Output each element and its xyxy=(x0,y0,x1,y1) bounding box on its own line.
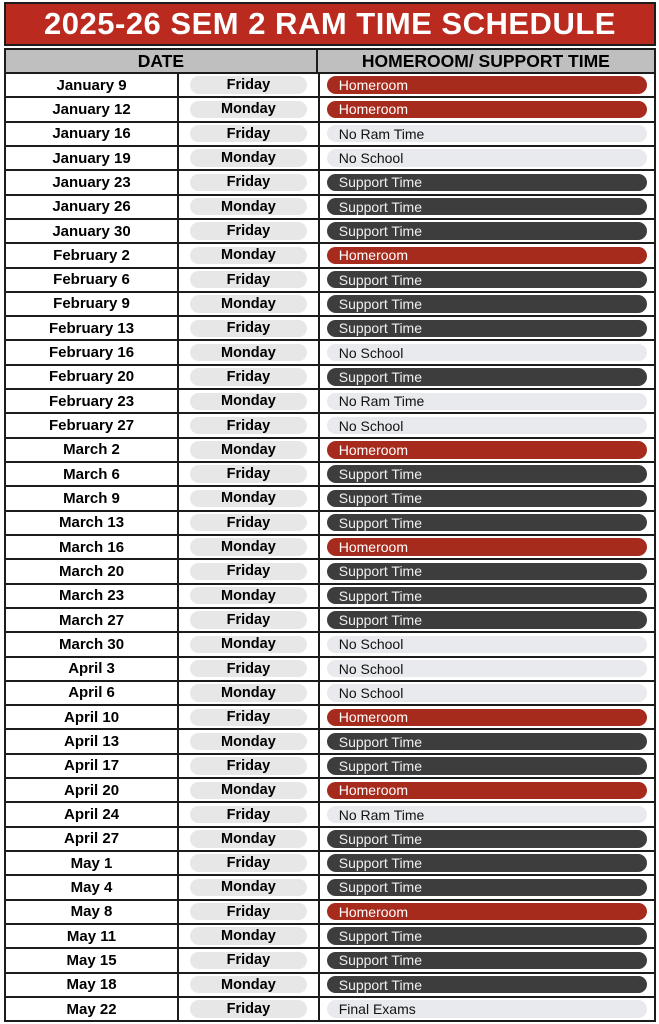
status-cell xyxy=(320,269,654,291)
table-row xyxy=(6,510,654,534)
schedule-rows xyxy=(4,74,656,1022)
day-cell xyxy=(179,925,320,947)
date-cell: January 26 xyxy=(6,196,179,218)
status-pill: Support Time xyxy=(327,854,647,871)
day-pill: Monday xyxy=(190,393,306,410)
table-row xyxy=(6,947,654,971)
table-row xyxy=(6,899,654,923)
day-pill: Friday xyxy=(190,271,306,288)
status-pill: Support Time xyxy=(327,222,647,239)
day-pill: Friday xyxy=(190,417,306,434)
date-cell: January 30 xyxy=(6,220,179,242)
table-row xyxy=(6,364,654,388)
day-cell xyxy=(179,609,320,631)
date-cell: January 9 xyxy=(6,74,179,96)
day-pill: Friday xyxy=(190,368,306,385)
status-pill: Homeroom xyxy=(327,76,647,93)
status-cell xyxy=(320,220,654,242)
day-cell xyxy=(179,147,320,169)
status-cell xyxy=(320,341,654,363)
status-cell xyxy=(320,682,654,704)
table-row xyxy=(6,923,654,947)
column-header-date: DATE xyxy=(6,50,318,72)
day-pill: Friday xyxy=(190,76,306,93)
status-cell xyxy=(320,536,654,558)
table-row xyxy=(6,267,654,291)
day-pill: Monday xyxy=(190,782,306,799)
day-pill: Friday xyxy=(190,757,306,774)
date-cell: March 30 xyxy=(6,633,179,655)
day-cell xyxy=(179,876,320,898)
day-cell xyxy=(179,390,320,412)
status-pill: Support Time xyxy=(327,295,647,312)
day-cell xyxy=(179,123,320,145)
status-cell xyxy=(320,390,654,412)
day-cell xyxy=(179,658,320,680)
day-pill: Monday xyxy=(190,879,306,896)
table-row xyxy=(6,315,654,339)
day-pill: Monday xyxy=(190,733,306,750)
date-cell: May 18 xyxy=(6,974,179,996)
day-cell xyxy=(179,536,320,558)
day-cell xyxy=(179,74,320,96)
status-pill: Support Time xyxy=(327,368,647,385)
day-cell xyxy=(179,779,320,801)
status-pill: Homeroom xyxy=(327,441,647,458)
day-cell xyxy=(179,730,320,752)
date-cell: February 13 xyxy=(6,317,179,339)
table-row xyxy=(6,388,654,412)
status-pill: Support Time xyxy=(327,563,647,580)
table-row xyxy=(6,801,654,825)
date-cell: April 24 xyxy=(6,803,179,825)
status-cell xyxy=(320,633,654,655)
date-cell: May 8 xyxy=(6,901,179,923)
status-pill: Support Time xyxy=(327,611,647,628)
status-cell xyxy=(320,244,654,266)
day-pill: Monday xyxy=(190,538,306,555)
day-pill: Friday xyxy=(190,660,306,677)
status-cell xyxy=(320,730,654,752)
table-row xyxy=(6,704,654,728)
day-cell xyxy=(179,682,320,704)
day-pill: Monday xyxy=(190,149,306,166)
day-cell xyxy=(179,949,320,971)
table-row xyxy=(6,437,654,461)
date-cell: March 13 xyxy=(6,512,179,534)
date-cell: May 15 xyxy=(6,949,179,971)
status-cell xyxy=(320,925,654,947)
status-cell xyxy=(320,98,654,120)
date-cell: January 16 xyxy=(6,123,179,145)
status-pill: No School xyxy=(327,684,647,701)
day-pill: Friday xyxy=(190,514,306,531)
table-row xyxy=(6,145,654,169)
page-title: 2025-26 SEM 2 RAM TIME SCHEDULE xyxy=(4,2,656,46)
day-cell xyxy=(179,901,320,923)
day-pill: Monday xyxy=(190,927,306,944)
status-pill: Support Time xyxy=(327,830,647,847)
table-row xyxy=(6,777,654,801)
date-cell: May 1 xyxy=(6,852,179,874)
status-pill: Support Time xyxy=(327,879,647,896)
table-row xyxy=(6,607,654,631)
day-pill: Friday xyxy=(190,563,306,580)
table-row xyxy=(6,96,654,120)
table-row xyxy=(6,826,654,850)
status-cell xyxy=(320,560,654,582)
day-pill: Monday xyxy=(190,247,306,264)
date-cell: April 20 xyxy=(6,779,179,801)
status-pill: No School xyxy=(327,344,647,361)
day-pill: Friday xyxy=(190,465,306,482)
day-pill: Friday xyxy=(190,709,306,726)
table-row xyxy=(6,121,654,145)
status-pill: No Ram Time xyxy=(327,806,647,823)
day-cell xyxy=(179,317,320,339)
status-pill: Support Time xyxy=(327,976,647,993)
day-pill: Monday xyxy=(190,441,306,458)
date-cell: April 27 xyxy=(6,828,179,850)
date-cell: January 12 xyxy=(6,98,179,120)
status-cell xyxy=(320,147,654,169)
date-cell: May 4 xyxy=(6,876,179,898)
status-cell xyxy=(320,74,654,96)
table-row xyxy=(6,74,654,96)
date-cell: April 10 xyxy=(6,706,179,728)
table-row xyxy=(6,680,654,704)
table-row xyxy=(6,972,654,996)
status-pill: Support Time xyxy=(327,490,647,507)
table-row xyxy=(6,874,654,898)
status-cell xyxy=(320,828,654,850)
status-cell xyxy=(320,949,654,971)
day-cell xyxy=(179,341,320,363)
day-pill: Friday xyxy=(190,1000,306,1017)
status-pill: Homeroom xyxy=(327,903,647,920)
table-row xyxy=(6,242,654,266)
status-cell xyxy=(320,901,654,923)
status-pill: Homeroom xyxy=(327,538,647,555)
day-cell xyxy=(179,633,320,655)
date-cell: May 22 xyxy=(6,998,179,1020)
day-pill: Friday xyxy=(190,903,306,920)
day-pill: Friday xyxy=(190,125,306,142)
table-row xyxy=(6,728,654,752)
status-cell xyxy=(320,585,654,607)
status-pill: Support Time xyxy=(327,514,647,531)
status-pill: Homeroom xyxy=(327,247,647,264)
table-row xyxy=(6,558,654,582)
day-pill: Monday xyxy=(190,295,306,312)
status-cell xyxy=(320,366,654,388)
table-row xyxy=(6,412,654,436)
schedule-sheet xyxy=(4,2,656,1022)
table-row xyxy=(6,631,654,655)
status-cell xyxy=(320,512,654,534)
status-cell xyxy=(320,123,654,145)
status-cell xyxy=(320,779,654,801)
day-cell xyxy=(179,828,320,850)
status-pill: Homeroom xyxy=(327,782,647,799)
day-pill: Monday xyxy=(190,976,306,993)
day-cell xyxy=(179,220,320,242)
date-cell: January 23 xyxy=(6,171,179,193)
day-cell xyxy=(179,487,320,509)
status-pill: Homeroom xyxy=(327,709,647,726)
day-pill: Friday xyxy=(190,611,306,628)
status-cell xyxy=(320,414,654,436)
table-row xyxy=(6,850,654,874)
date-cell: February 20 xyxy=(6,366,179,388)
date-cell: April 6 xyxy=(6,682,179,704)
table-row xyxy=(6,461,654,485)
date-cell: February 16 xyxy=(6,341,179,363)
status-cell xyxy=(320,974,654,996)
day-cell xyxy=(179,706,320,728)
date-cell: May 11 xyxy=(6,925,179,947)
date-cell: February 27 xyxy=(6,414,179,436)
table-row xyxy=(6,656,654,680)
status-pill: Support Time xyxy=(327,952,647,969)
status-pill: No School xyxy=(327,417,647,434)
day-pill: Monday xyxy=(190,636,306,653)
date-cell: March 20 xyxy=(6,560,179,582)
status-cell xyxy=(320,706,654,728)
date-cell: March 9 xyxy=(6,487,179,509)
status-cell xyxy=(320,487,654,509)
status-pill: Final Exams xyxy=(327,1000,647,1017)
day-cell xyxy=(179,269,320,291)
day-pill: Monday xyxy=(190,587,306,604)
day-cell xyxy=(179,512,320,534)
table-row xyxy=(6,339,654,363)
date-cell: April 3 xyxy=(6,658,179,680)
date-cell: January 19 xyxy=(6,147,179,169)
status-pill: No Ram Time xyxy=(327,393,647,410)
day-pill: Friday xyxy=(190,320,306,337)
date-cell: February 9 xyxy=(6,293,179,315)
day-cell xyxy=(179,560,320,582)
day-cell xyxy=(179,852,320,874)
day-cell xyxy=(179,171,320,193)
status-pill: Support Time xyxy=(327,465,647,482)
date-cell: March 23 xyxy=(6,585,179,607)
status-pill: Homeroom xyxy=(327,101,647,118)
status-pill: No School xyxy=(327,636,647,653)
table-row xyxy=(6,996,654,1020)
day-pill: Friday xyxy=(190,222,306,239)
status-pill: Support Time xyxy=(327,927,647,944)
table-row xyxy=(6,485,654,509)
status-pill: No School xyxy=(327,149,647,166)
day-pill: Monday xyxy=(190,101,306,118)
day-cell xyxy=(179,366,320,388)
table-row xyxy=(6,218,654,242)
status-cell xyxy=(320,658,654,680)
date-cell: March 2 xyxy=(6,439,179,461)
day-cell xyxy=(179,755,320,777)
day-cell xyxy=(179,463,320,485)
status-cell xyxy=(320,196,654,218)
column-header-row xyxy=(4,48,656,74)
status-cell xyxy=(320,317,654,339)
day-cell xyxy=(179,585,320,607)
day-pill: Friday xyxy=(190,806,306,823)
status-cell xyxy=(320,439,654,461)
day-cell xyxy=(179,244,320,266)
status-cell xyxy=(320,755,654,777)
table-row xyxy=(6,583,654,607)
table-row xyxy=(6,169,654,193)
status-cell xyxy=(320,463,654,485)
day-cell xyxy=(179,974,320,996)
table-row xyxy=(6,534,654,558)
day-cell xyxy=(179,998,320,1020)
date-cell: April 13 xyxy=(6,730,179,752)
status-pill: Support Time xyxy=(327,271,647,288)
day-cell xyxy=(179,439,320,461)
status-pill: Support Time xyxy=(327,174,647,191)
status-pill: Support Time xyxy=(327,733,647,750)
status-cell xyxy=(320,171,654,193)
date-cell: March 6 xyxy=(6,463,179,485)
status-cell xyxy=(320,998,654,1020)
day-cell xyxy=(179,803,320,825)
table-row xyxy=(6,291,654,315)
day-cell xyxy=(179,414,320,436)
column-header-status: HOMEROOM/ SUPPORT TIME xyxy=(361,50,610,71)
date-cell: April 17 xyxy=(6,755,179,777)
day-pill: Monday xyxy=(190,198,306,215)
status-cell xyxy=(320,609,654,631)
day-pill: Friday xyxy=(190,854,306,871)
status-pill: No Ram Time xyxy=(327,125,647,142)
status-cell xyxy=(320,293,654,315)
day-pill: Monday xyxy=(190,344,306,361)
status-pill: No School xyxy=(327,660,647,677)
day-pill: Monday xyxy=(190,830,306,847)
day-cell xyxy=(179,98,320,120)
status-pill: Support Time xyxy=(327,198,647,215)
date-cell: February 6 xyxy=(6,269,179,291)
table-row xyxy=(6,753,654,777)
day-pill: Monday xyxy=(190,490,306,507)
day-pill: Friday xyxy=(190,952,306,969)
status-cell xyxy=(320,852,654,874)
day-cell xyxy=(179,196,320,218)
date-cell: March 16 xyxy=(6,536,179,558)
date-cell: February 23 xyxy=(6,390,179,412)
day-pill: Friday xyxy=(190,174,306,191)
day-cell xyxy=(179,293,320,315)
day-pill: Monday xyxy=(190,684,306,701)
status-cell xyxy=(320,876,654,898)
date-cell: February 2 xyxy=(6,244,179,266)
status-cell xyxy=(320,803,654,825)
date-cell: March 27 xyxy=(6,609,179,631)
status-pill: Support Time xyxy=(327,587,647,604)
table-row xyxy=(6,194,654,218)
status-pill: Support Time xyxy=(327,320,647,337)
status-pill: Support Time xyxy=(327,757,647,774)
